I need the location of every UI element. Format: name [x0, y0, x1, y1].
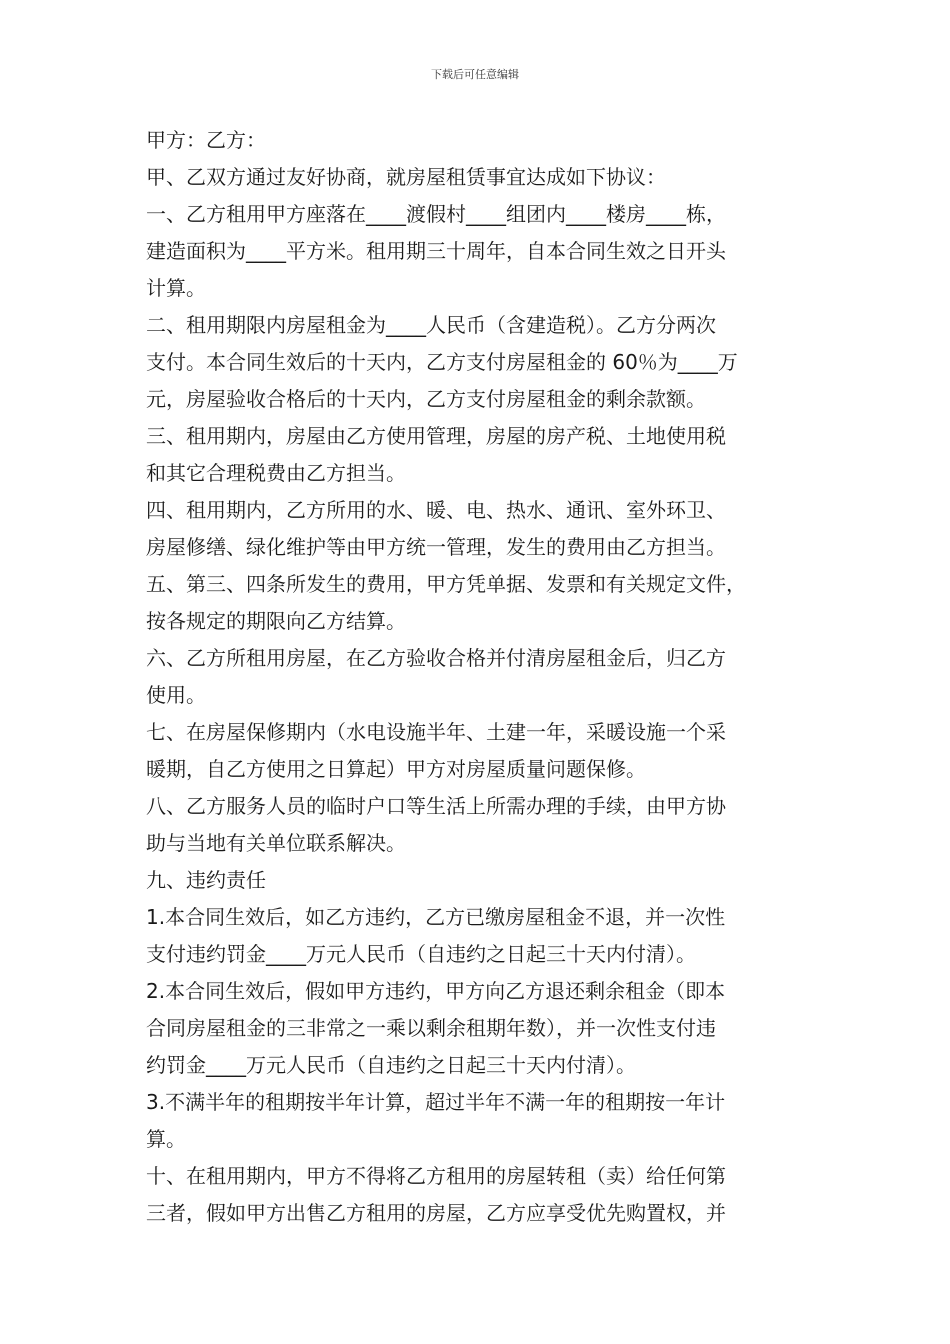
text-line: 甲方：乙方：	[146, 128, 266, 152]
text-line: 2.本合同生效后，假如甲方违约，甲方向乙方退还剩余租金（即本	[146, 979, 726, 1003]
text-line: 算。	[146, 1127, 186, 1151]
text-line: 元，房屋验收合格后的十天内，乙方支付房屋租金的剩余款额。	[146, 387, 706, 411]
text-line: 一、乙方租用甲方座落在____渡假村____组团内____楼房____栋，	[146, 202, 726, 226]
text-line: 和其它合理税费由乙方担当。	[146, 461, 406, 485]
text-line: 1.本合同生效后，如乙方违约，乙方已缴房屋租金不退，并一次性	[146, 905, 726, 929]
text-line: 3.不满半年的租期按半年计算，超过半年不满一年的租期按一年计	[146, 1090, 726, 1114]
text-line: 合同房屋租金的三非常之一乘以剩余租期年数），并一次性支付违	[146, 1016, 716, 1040]
text-line: 支付违约罚金____万元人民币（自违约之日起三十天内付清）。	[146, 942, 696, 966]
text-line: 二、租用期限内房屋租金为____人民币（含建造税）。乙方分两次	[146, 313, 716, 337]
text-line: 五、第三、四条所发生的费用，甲方凭单据、发票和有关规定文件，	[146, 572, 746, 596]
text-line: 支付。本合同生效后的十天内，乙方支付房屋租金的 60％为____万	[146, 350, 738, 374]
text-line: 九、违约责任	[146, 868, 266, 892]
text-line: 使用。	[146, 683, 206, 707]
text-line: 按各规定的期限向乙方结算。	[146, 609, 406, 633]
contract-body	[146, 122, 822, 1232]
text-line: 八、乙方服务人员的临时户口等生活上所需办理的手续，由甲方协	[146, 794, 726, 818]
text-line: 助与当地有关单位联系解决。	[146, 831, 406, 855]
text-line: 建造面积为____平方米。租用期三十周年，自本合同生效之日开头	[146, 239, 726, 263]
text-line: 七、在房屋保修期内（水电设施半年、土建一年，采暖设施一个采	[146, 720, 726, 744]
page-header: 下载后可任意编辑	[431, 68, 519, 81]
text-line: 房屋修缮、绿化维护等由甲方统一管理，发生的费用由乙方担当。	[146, 535, 726, 559]
text-line: 三、租用期内，房屋由乙方使用管理，房屋的房产税、土地使用税	[146, 424, 726, 448]
text-line: 计算。	[146, 276, 206, 300]
text-line: 四、租用期内，乙方所用的水、暖、电、热水、通讯、室外环卫、	[146, 498, 726, 522]
text-line: 暖期，自乙方使用之日算起）甲方对房屋质量问题保修。	[146, 757, 646, 781]
text-line: 三者，假如甲方出售乙方租用的房屋，乙方应享受优先购置权，并	[146, 1201, 726, 1225]
text-line: 六、乙方所租用房屋，在乙方验收合格并付清房屋租金后，归乙方	[146, 646, 726, 670]
text-line: 甲、乙双方通过友好协商，就房屋租赁事宜达成如下协议：	[146, 165, 666, 189]
text-line: 十、在租用期内，甲方不得将乙方租用的房屋转租（卖）给任何第	[146, 1164, 726, 1188]
text-line: 约罚金____万元人民币（自违约之日起三十天内付清）。	[146, 1053, 636, 1077]
